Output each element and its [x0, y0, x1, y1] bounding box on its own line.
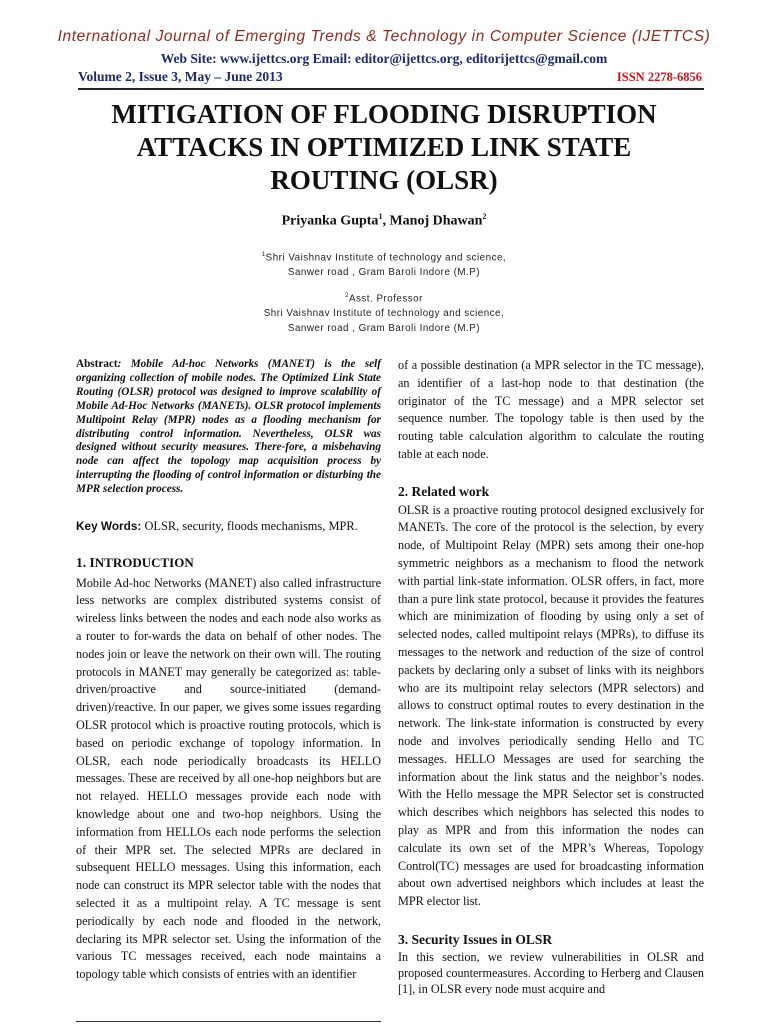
introduction-heading-rest: NTRODUCTION	[94, 554, 194, 570]
affiliation-2-line-2: Shri Vaishnav Institute of technology and science,	[263, 308, 505, 320]
affiliation-2-line-3: Sanwer road , Gram Baroli Indore (M.P)	[287, 323, 481, 335]
author-2: Manoj Dhawan	[389, 213, 483, 229]
abstract	[76, 358, 381, 497]
issn-number: ISSN 2278-6856	[616, 70, 702, 84]
journal-website-line: Web Site: www.ijettcs.org Email: editor@ijettcs.org, editorijettcs@gmail.com	[160, 51, 608, 66]
author-line	[0, 212, 768, 230]
author-separator: ,	[382, 213, 390, 229]
related-work-paragraph: OLSR is a proactive routing protocol designed exclusively for MANETs. The core of the protocol is the selection, by every node, of Multipoint Relay (MPR) sets among their one-hop symmetric neighbors as a mechanism to flood the network with partial link-state information. OLSR offers, in fact, more than a pure link state protocol, because it provides the features which are minimization of flooding by using only a set of selected nodes, called multipoint relays (MPRs), to diffuse its messages to the network and reduction of the size of control packets by declaring only a subset of links with its neighbors who are its multipoint relay selectors (MPR selectors) and allows to construct optimal routes to every destination in the network. The link-state information is constructed by every node and involves periodically sending Hello and TC messages. HELLO Messages are used for searching the information about the link status and the neighbor’s nodes. With the Hello message the MPR Selector set is constructed which describes which neighbors has selected this nodes to play as MPR and from this information the nodes can calculate its own set of the MPR’s Whereas, Topology Control(TC) messages are used for broadcasting information about own advertised neighbors which includes at least the MPR elector list.	[398, 502, 704, 909]
footer-divider	[76, 1021, 381, 1022]
affiliation-1-line-2: Sanwer road , Gram Baroli Indore (M.P)	[287, 267, 481, 279]
keywords-text: OLSR, security, floods mechanisms, MPR.	[141, 519, 358, 534]
related-work-heading: 2. Related work	[398, 483, 490, 499]
header-divider	[78, 88, 704, 90]
volume-issue: Volume 2, Issue 3, May – June 2013	[78, 69, 283, 84]
right-column	[398, 357, 704, 997]
introduction-paragraph: Mobile Ad-hoc Networks (MANET) also called infrastructure less networks are complex distributed systems consist of wireless links between the nodes and each node also works as a router to for-wards the data on behalf of other nodes. The nodes join or leave the network on their own will. The routing protocols in MANET may generally be categorized as: table-driven/proactive and source-initiated (demand-driven)/reactive. In our paper, we gives some issues regarding OLSR protocol which is proactive routing protocols, which is based on periodic exchange of topology information. In OLSR, each node periodically broadcasts its HELLO messages. These are received by all one-hop neighbors but are not relayed. HELLO messages provide each node with knowledge about one and two-hop neighbors. Using the information from HELLOs each node performs the selection of their MPR set. The selected MPRs are declared in subsequent HELLO messages. Using this information, each node can construct its MPR selector table with the nodes that selected it as a multipoint relay. A TC message is sent periodically by each node and flooded in the network, declaring its MPR selector set. Using the information of the various TC messages received, each node maintains a topology table which consists of entries with an identifier	[76, 575, 381, 982]
keywords-label: Key Words:	[76, 519, 142, 534]
keywords	[76, 518, 381, 536]
abstract-label: Abstract	[76, 358, 118, 370]
left-column	[76, 358, 381, 984]
author-1-marker: 1	[378, 212, 383, 221]
related-work-body	[398, 502, 704, 911]
affiliation-2	[0, 289, 768, 336]
introduction-number: 1.	[76, 554, 90, 570]
affiliation-2-line-1: Asst. Professor	[348, 293, 423, 305]
affiliation-1	[0, 248, 768, 280]
introduction-body	[76, 575, 381, 984]
continued-paragraph-text: of a possible destination (a MPR selector in the TC message), an identifier of a last-hop node to that destination (the originator of the TC message) and a MPR selector set sequence number. The topology table is then used by the routing table calculation algorithm to calculate the routing table at each node.	[398, 358, 704, 461]
introduction-heading	[76, 554, 381, 572]
paper-title: MITIGATION OF FLOODING DISRUPTION ATTACKS IN OPTIMIZED LINK STATE ROUTING (OLSR)	[111, 99, 657, 195]
affiliation-2-marker: 2	[345, 293, 349, 299]
introduction-initial: I	[89, 554, 95, 570]
author-1: Priyanka Gupta	[281, 213, 379, 229]
author-2-marker: 2	[482, 212, 487, 221]
security-issues-paragraph: In this section, we review vulnerabilities in OLSR and proposed countermeasures. According to Herberg and Clausen [1], in OLSR every node must acquire and	[398, 949, 704, 997]
continued-paragraph	[398, 357, 704, 464]
security-issues-body	[398, 949, 704, 998]
affiliation-1-marker: 1	[261, 252, 266, 258]
affiliation-1-line-1: Shri Vaishnav Institute of technology and science,	[265, 252, 507, 264]
abstract-text: : Mobile Ad-hoc Networks (MANET) is the self organizing collection of mobile nodes. The Optimized Link State Routing (OLSR) protocol was designed to improve scalability of Mobile Ad-Hoc Networks (MANETs). OLSR protocol implements Multipoint Relay (MPR) nodes as a flooding mechanism for distributing control information. Nevertheless, OLSR was designed without security measures. There-fore, a misbehaving node can affect the topology map acquisition process by interrupting the flooding of control information or disturbing the MPR selection process.	[76, 358, 381, 496]
security-issues-heading: 3. Security Issues in OLSR	[398, 931, 553, 947]
journal-name: International Journal of Emerging Trends & Technology in Computer Science (IJETTCS)	[57, 28, 711, 45]
